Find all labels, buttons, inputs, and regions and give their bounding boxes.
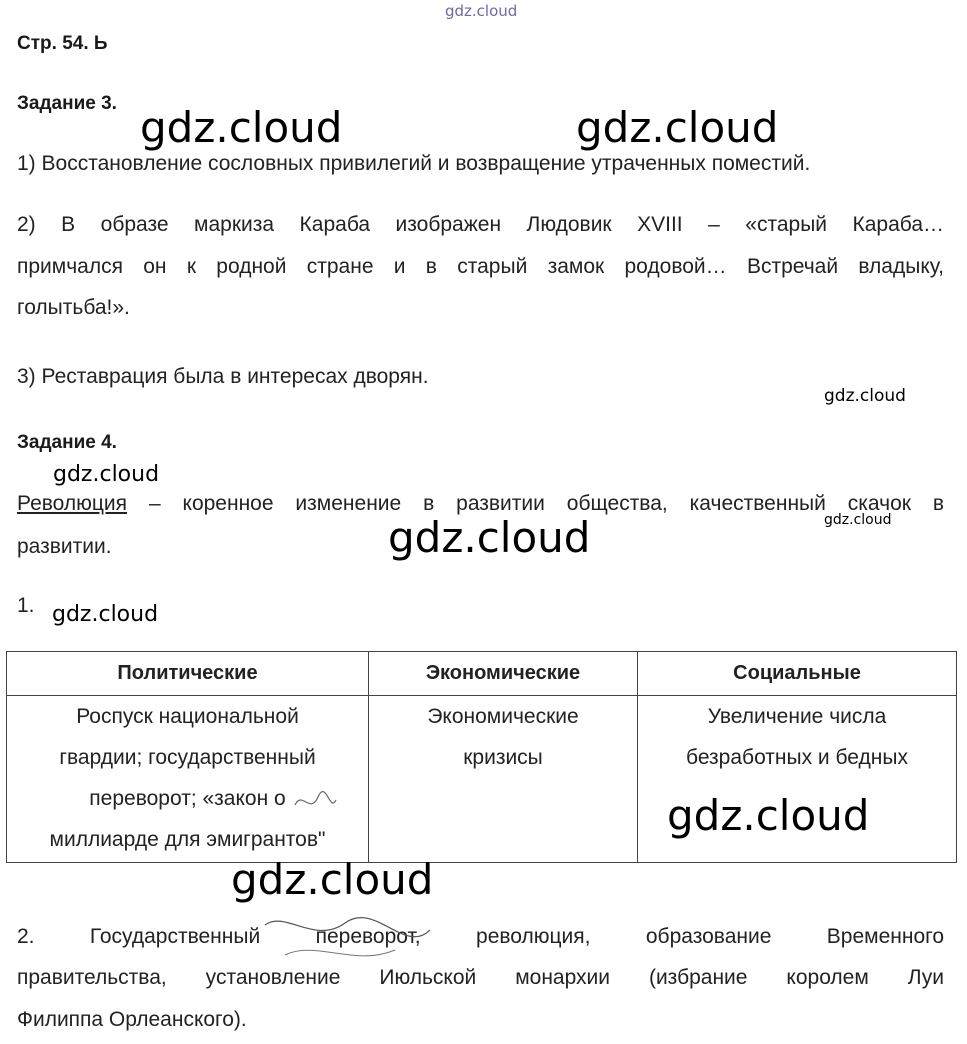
cell-line: безработных и бедных — [686, 746, 908, 769]
watermark-big: gdz.cloud — [576, 103, 779, 152]
task3-answer-1: 1) Восстановление сословных привилегий и возвращение утраченных поместий. — [17, 152, 811, 175]
watermark-small: gdz.cloud — [52, 602, 159, 627]
task3-answer-3: 3) Реставрация была в интересах дворян. — [17, 365, 429, 388]
task3-title: Задание 3. — [17, 93, 117, 114]
watermark-small: gdz.cloud — [824, 386, 906, 406]
watermark-small: gdz.cloud — [53, 462, 160, 487]
header-political: Политические — [7, 652, 369, 696]
item2-line-3: Филиппа Орлеанского). — [17, 1008, 247, 1031]
watermark-big: gdz.cloud — [231, 855, 434, 904]
task3-answer-2-line-1: 2) В образе маркиза Караба изображен Людовик XVIII – «старый Караба… — [17, 213, 944, 236]
item2-line-1: 2. Государственный переворот, революция, образование Временного — [17, 925, 944, 948]
watermark-big: gdz.cloud — [667, 791, 870, 840]
definition-line-2: развитии. — [17, 535, 112, 558]
cell-line: гвардии; государственный — [59, 746, 316, 769]
table-header-row — [7, 652, 957, 696]
cell-political — [7, 696, 369, 863]
task3-answer-2-line-2: примчался он к родной стране и в старый замок родовой… Встречай владыку, — [17, 255, 944, 278]
cell-line: Роспуск национальной — [76, 705, 299, 728]
scribble-mark — [255, 905, 445, 975]
header-social: Социальные — [638, 652, 957, 696]
table-patch — [367, 752, 467, 860]
item2-line-2: правительства, установление Июльской монархии (избрание королем Луи — [17, 966, 944, 989]
cell-line: переворот; «закон о — [89, 787, 286, 810]
definition-text: – коренное изменение в развитии общества, качественный скачок в — [127, 492, 944, 515]
cell-line: Увеличение числа — [707, 705, 887, 728]
task3-answer-2-line-3: голытьба!». — [17, 296, 130, 319]
watermark-small: gdz.cloud — [824, 512, 892, 528]
scribble-mark-small — [290, 785, 340, 825]
page-header: Стр. 54. Ь — [17, 33, 108, 54]
cell-line: Экономические — [427, 705, 579, 728]
cell-line: миллиарде для эмигрантов" — [49, 828, 326, 851]
task4-title: Задание 4. — [17, 432, 117, 453]
cell-line: кризисы — [463, 746, 543, 769]
watermark-top: gdz.cloud — [445, 2, 518, 20]
header-economic: Экономические — [369, 652, 638, 696]
watermark-big: gdz.cloud — [388, 513, 591, 562]
watermark-big: gdz.cloud — [140, 103, 343, 152]
definition-term: Революция — [17, 492, 128, 515]
item1-number: 1. — [17, 594, 35, 617]
